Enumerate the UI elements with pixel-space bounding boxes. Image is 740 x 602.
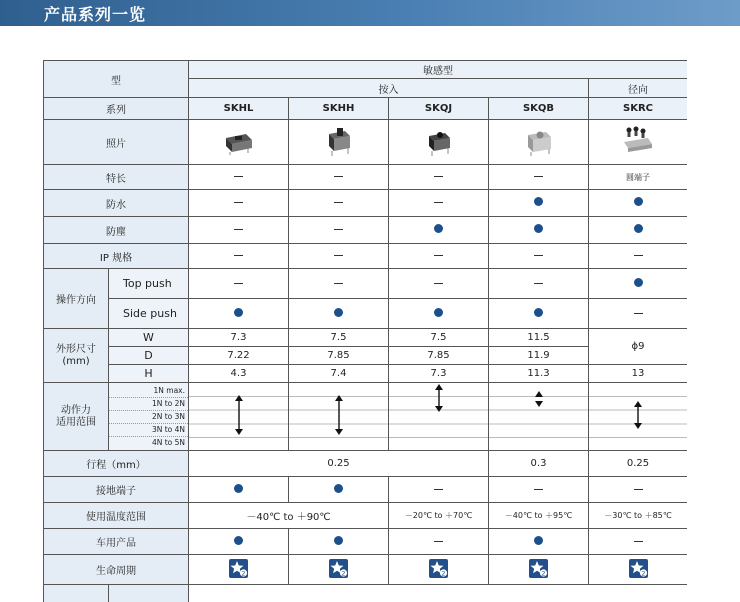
page-title: 产品系列一览 xyxy=(44,5,147,24)
model-skqj: SKQJ xyxy=(389,98,489,120)
h-skrc: 13 xyxy=(589,365,688,383)
range-arrow-icon xyxy=(233,394,245,436)
force-range-5: 4N to 5N xyxy=(151,438,185,447)
automotive-skhl xyxy=(189,529,289,555)
side-push-label: Side push xyxy=(109,299,189,329)
sensitive-type-header: 敏感型 xyxy=(189,61,688,79)
ip-skhh xyxy=(289,244,389,269)
dia-skrc: ϕ9 xyxy=(589,329,688,365)
force-skhh xyxy=(289,383,389,451)
force-range-1: 1N max. xyxy=(109,385,188,398)
cut-row-values xyxy=(189,585,688,602)
dustproof-skrc xyxy=(589,217,688,244)
h-skhh: 7.4 xyxy=(289,365,389,383)
dim-w-label: W xyxy=(109,329,189,347)
side-push-skhl xyxy=(189,299,289,329)
model-skhl: SKHL xyxy=(189,98,289,120)
h-skqb: 11.3 xyxy=(489,365,589,383)
d-skqj: 7.85 xyxy=(389,347,489,365)
range-arrow-icon xyxy=(433,383,445,413)
top-push-skqj xyxy=(389,269,489,299)
d-skhh: 7.85 xyxy=(289,347,389,365)
lifecycle-star-icon xyxy=(429,559,448,578)
w-skhl: 7.3 xyxy=(189,329,289,347)
lifecycle-skqj xyxy=(389,555,489,585)
force-label-line1: 动作力 xyxy=(61,404,91,416)
waterproof-skhl xyxy=(189,190,289,217)
h-skhl: 4.3 xyxy=(189,365,289,383)
svg-text:2: 2 xyxy=(541,568,546,577)
w-skqj: 7.5 xyxy=(389,329,489,347)
waterproof-skqb xyxy=(489,190,589,217)
feature-skrc: 圆端子 xyxy=(589,165,688,190)
ground-skhl xyxy=(189,477,289,503)
travel-skqb: 0.3 xyxy=(489,451,589,477)
product-series-table xyxy=(43,60,687,602)
feature-skqj xyxy=(389,165,489,190)
ground-skqb xyxy=(489,477,589,503)
svg-text:2: 2 xyxy=(640,568,646,577)
dustproof-skqj xyxy=(389,217,489,244)
lifecycle-skhl xyxy=(189,555,289,585)
dustproof-label: 防塵 xyxy=(44,217,189,244)
dustproof-skhl xyxy=(189,217,289,244)
series-label: 系列 xyxy=(44,98,189,120)
lifecycle-skqb xyxy=(489,555,589,585)
temp-label: 使用温度范围 xyxy=(44,503,189,529)
top-push-label: Top push xyxy=(109,269,189,299)
dustproof-skhh xyxy=(289,217,389,244)
lifecycle-label: 生命周期 xyxy=(44,555,189,585)
feature-label: 特长 xyxy=(44,165,189,190)
model-skhh: SKHH xyxy=(289,98,389,120)
force-range-2: 1N to 2N xyxy=(109,397,188,410)
photo-skrc xyxy=(589,120,688,165)
top-push-skrc xyxy=(589,269,688,299)
automotive-skhh xyxy=(289,529,389,555)
top-push-skqb xyxy=(489,269,589,299)
ip-skhl xyxy=(189,244,289,269)
side-push-skqb xyxy=(489,299,589,329)
dim-h-label: H xyxy=(109,365,189,383)
dims-label-line2: (mm) xyxy=(62,355,90,367)
w-skqb: 11.5 xyxy=(489,329,589,347)
force-range-3: 2N to 3N xyxy=(109,410,188,423)
side-push-skqj xyxy=(389,299,489,329)
lifecycle-star-icon xyxy=(229,559,248,578)
temp-skrc: －30℃ to ＋85℃ xyxy=(589,503,688,529)
range-arrow-icon xyxy=(533,389,545,409)
lifecycle-skhh xyxy=(289,555,389,585)
photo-skqb xyxy=(489,120,589,165)
svg-text:2: 2 xyxy=(441,568,446,577)
temp-skqj: －20℃ to ＋70℃ xyxy=(389,503,489,529)
lifecycle-star-icon xyxy=(629,559,648,578)
product-table-wrap xyxy=(43,60,687,602)
ground-skrc xyxy=(589,477,688,503)
d-skqb: 11.9 xyxy=(489,347,589,365)
force-skqb xyxy=(489,383,589,451)
range-arrow-icon xyxy=(333,394,345,436)
automotive-label: 车用产品 xyxy=(44,529,189,555)
model-skrc: SKRC xyxy=(589,98,688,120)
temp-skqb: －40℃ to ＋95℃ xyxy=(489,503,589,529)
title-banner xyxy=(0,0,740,26)
photo-skqj xyxy=(389,120,489,165)
dustproof-skqb xyxy=(489,217,589,244)
feature-skhl xyxy=(189,165,289,190)
radial-header: 径向 xyxy=(589,79,688,98)
ip-skqj xyxy=(389,244,489,269)
ground-label: 接地端子 xyxy=(44,477,189,503)
photo-skhh xyxy=(289,120,389,165)
h-skqj: 7.3 xyxy=(389,365,489,383)
w-skhh: 7.5 xyxy=(289,329,389,347)
dim-d-label: D xyxy=(109,347,189,365)
dims-label xyxy=(44,329,109,383)
lifecycle-skrc xyxy=(589,555,688,585)
top-push-skhl xyxy=(189,269,289,299)
waterproof-skrc xyxy=(589,190,688,217)
force-skqj xyxy=(389,383,489,451)
ip-label: IP 规格 xyxy=(44,244,189,269)
photo-skhl xyxy=(189,120,289,165)
lifecycle-star-icon xyxy=(329,559,348,578)
top-push-skhh xyxy=(289,269,389,299)
automotive-skqj xyxy=(389,529,489,555)
feature-skqb xyxy=(489,165,589,190)
dims-label-line1: 外形尺寸 xyxy=(56,343,96,355)
model-skqb: SKQB xyxy=(489,98,589,120)
svg-text:2: 2 xyxy=(341,568,346,577)
lifecycle-star-icon xyxy=(529,559,548,578)
automotive-skqb xyxy=(489,529,589,555)
feature-skhh xyxy=(289,165,389,190)
type-header: 型 xyxy=(44,61,189,98)
temp-skhl-skhh: －40℃ to ＋90℃ xyxy=(189,503,389,529)
side-push-skrc xyxy=(589,299,688,329)
waterproof-label: 防水 xyxy=(44,190,189,217)
d-skhl: 7.22 xyxy=(189,347,289,365)
waterproof-skqj xyxy=(389,190,489,217)
press-in-header: 按入 xyxy=(189,79,589,98)
force-range-list xyxy=(109,383,189,451)
force-skhl xyxy=(189,383,289,451)
automotive-skrc xyxy=(589,529,688,555)
cut-row-label xyxy=(44,585,109,602)
side-push-skhh xyxy=(289,299,389,329)
force-label-line2: 适用范围 xyxy=(56,416,96,428)
cut-row-sub xyxy=(109,585,189,602)
waterproof-skhh xyxy=(289,190,389,217)
travel-skhl-skqj: 0.25 xyxy=(189,451,489,477)
force-skrc xyxy=(589,383,688,451)
travel-label: 行程（mm） xyxy=(44,451,189,477)
ip-skqb xyxy=(489,244,589,269)
svg-text:2: 2 xyxy=(241,568,246,577)
force-range-4: 3N to 4N xyxy=(109,423,188,436)
operation-label: 操作方向 xyxy=(44,269,109,329)
ip-skrc xyxy=(589,244,688,269)
range-arrow-icon xyxy=(632,400,644,430)
travel-skrc: 0.25 xyxy=(589,451,688,477)
force-label xyxy=(44,383,109,451)
photo-label: 照片 xyxy=(44,120,189,165)
ground-skhh xyxy=(289,477,389,503)
ground-skqj xyxy=(389,477,489,503)
